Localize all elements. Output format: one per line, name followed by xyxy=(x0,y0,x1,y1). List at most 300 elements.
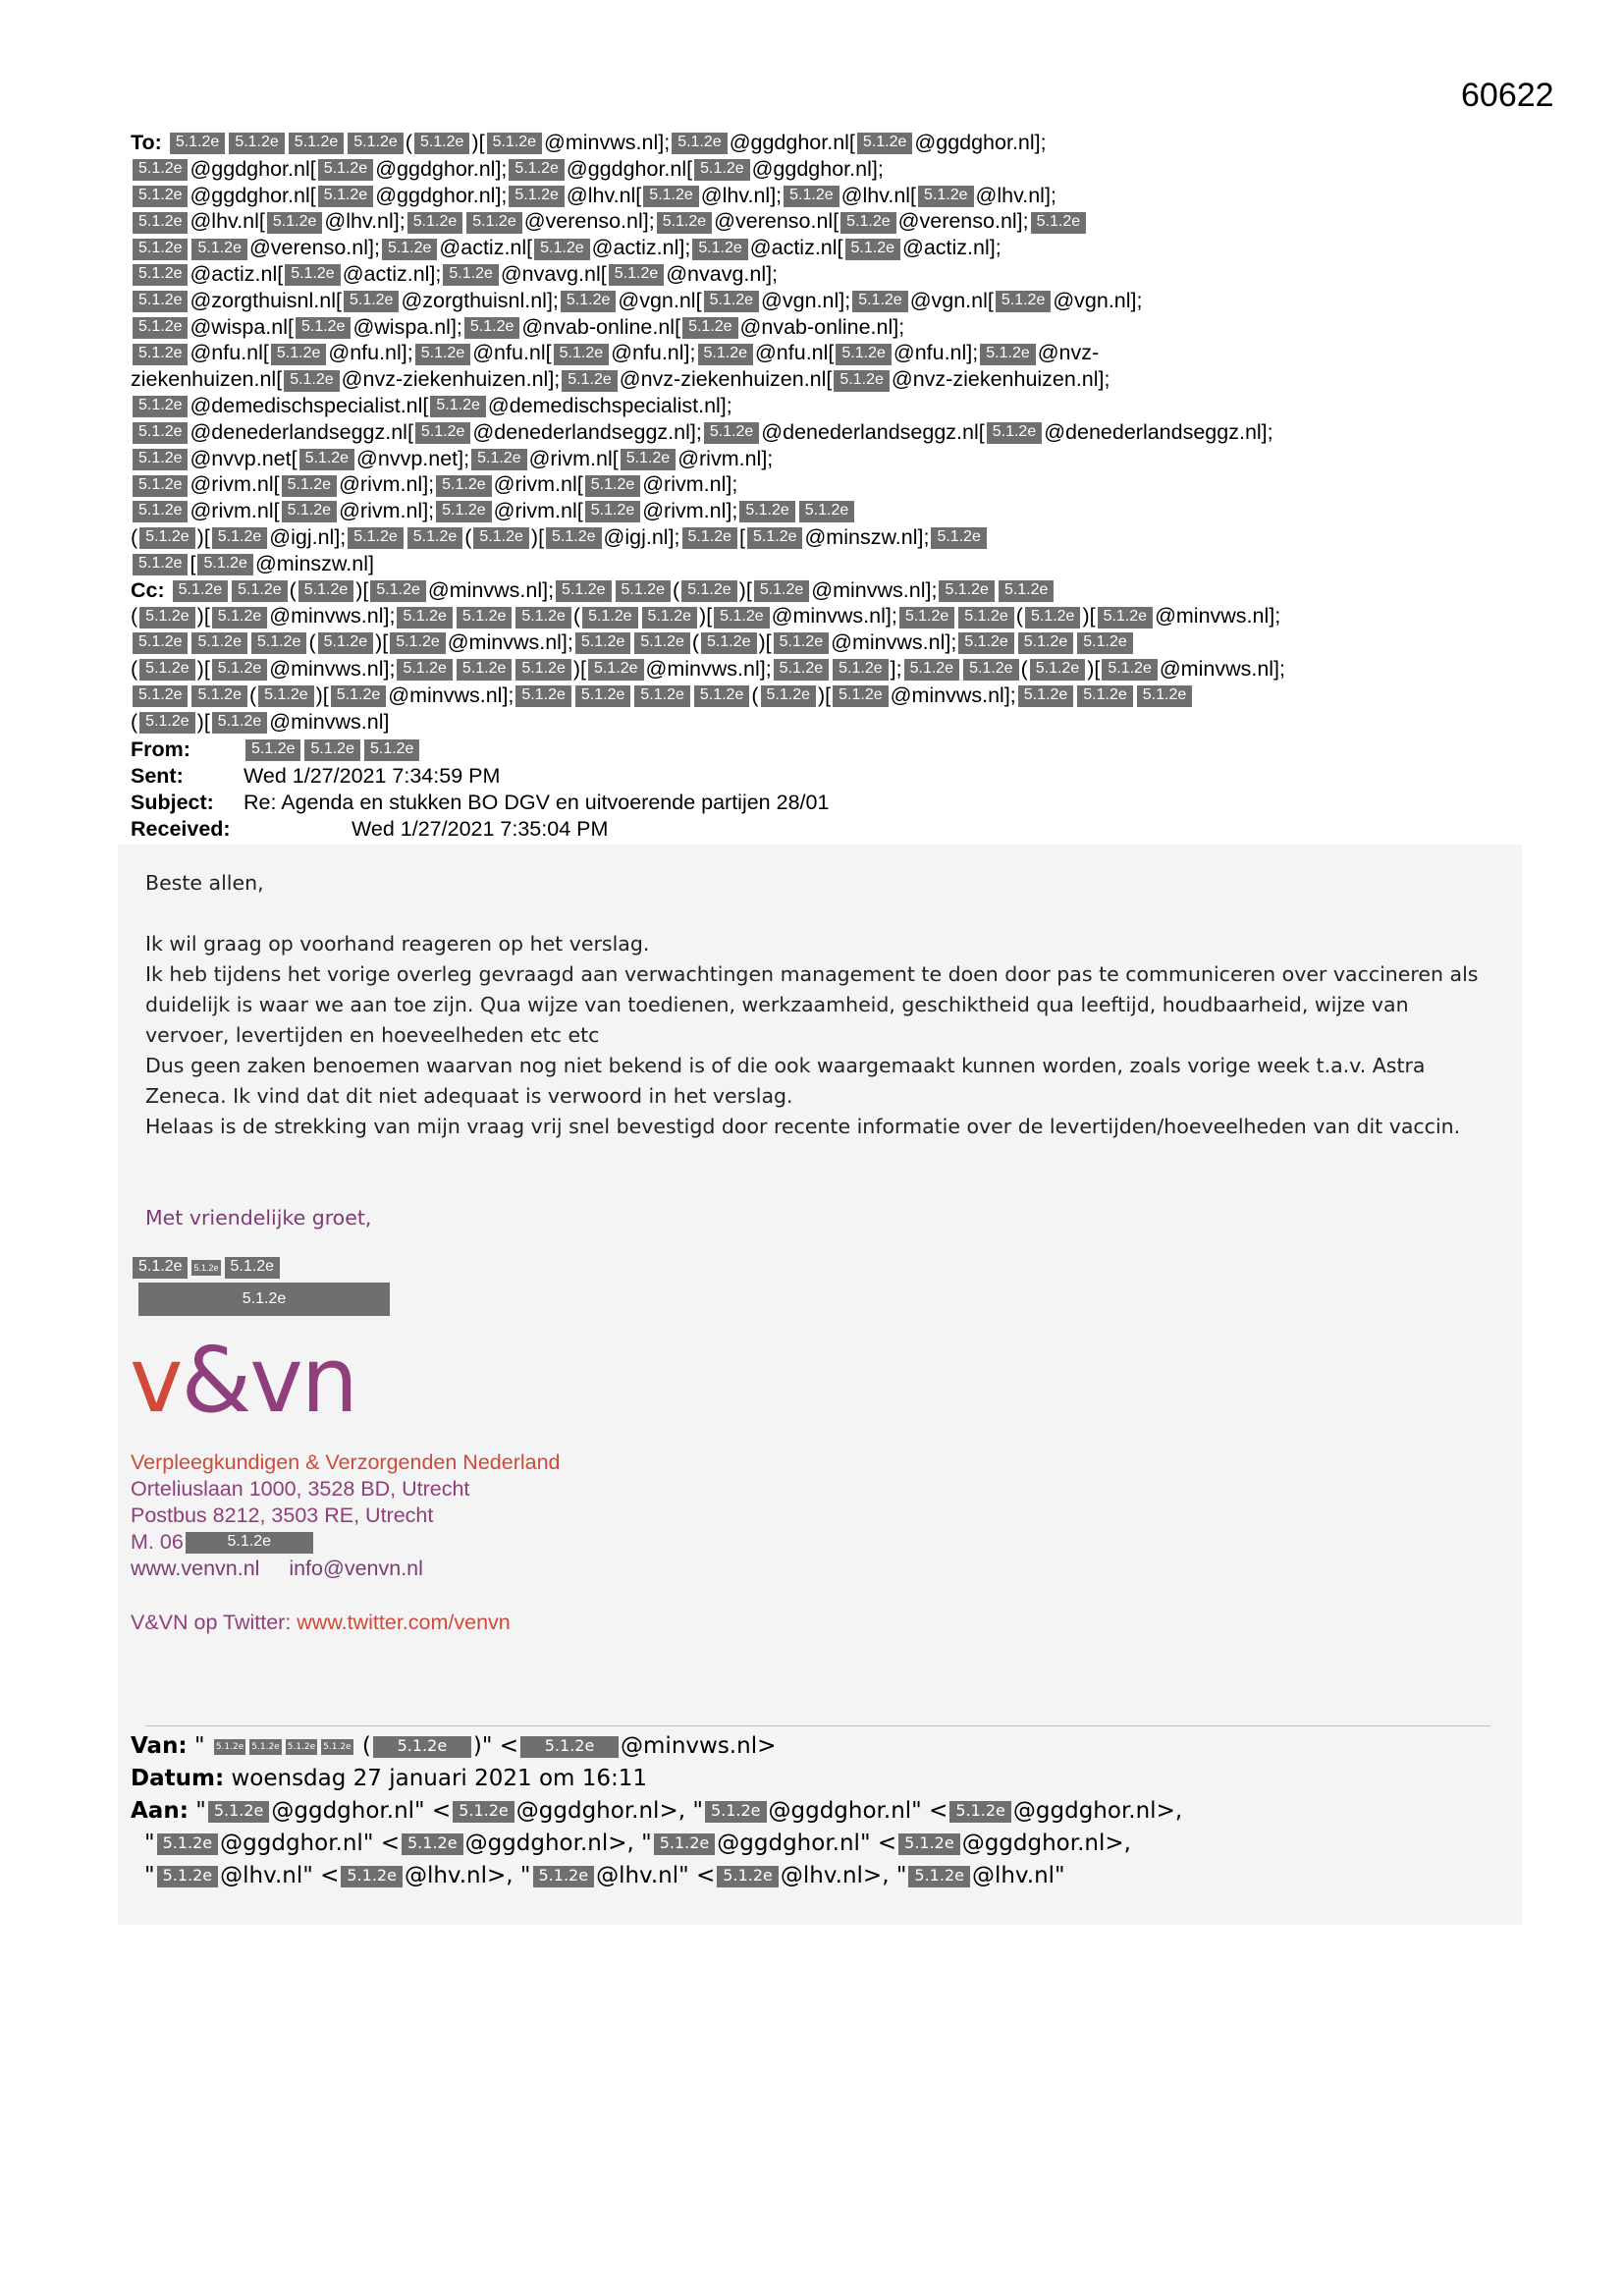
address-text: @rivm.nl[ xyxy=(493,472,583,497)
address-text: @actiz.nl[ xyxy=(749,236,843,260)
address-text: ( xyxy=(131,524,138,549)
address-text: )[ xyxy=(196,709,210,734)
address-text: @actiz.nl[ xyxy=(439,236,533,260)
datum-value: woensdag 27 januari 2021 om 16:11 xyxy=(231,1766,648,1791)
redaction: 5.1.2e xyxy=(299,449,354,470)
redaction: 5.1.2e xyxy=(373,1736,471,1758)
redaction: 5.1.2e xyxy=(554,344,609,365)
address-text: @minvws.nl]; xyxy=(388,683,514,707)
address-text: )[ xyxy=(315,683,329,707)
twitter-label: V&VN op Twitter: xyxy=(131,1611,298,1634)
redaction: 5.1.2e xyxy=(705,1801,767,1823)
redaction: 5.1.2e xyxy=(436,501,491,522)
address-text: @vgn.nl]; xyxy=(761,288,851,312)
redaction: 5.1.2e xyxy=(1077,685,1132,707)
address-text: @igj.nl]; xyxy=(603,524,680,549)
address-line xyxy=(131,288,1505,314)
redaction: 5.1.2e xyxy=(834,370,889,392)
redaction: 5.1.2e xyxy=(191,1260,220,1276)
redaction: 5.1.2e xyxy=(397,607,452,629)
redaction: 5.1.2e xyxy=(575,685,630,707)
address-text: @verenso.nl[ xyxy=(714,209,839,234)
redaction: 5.1.2e xyxy=(298,580,353,602)
sent-value: Wed 1/27/2021 7:34:59 PM xyxy=(244,764,501,788)
address-text: @ggdghor.nl[ xyxy=(189,183,316,207)
address-text: @verenso.nl]; xyxy=(523,209,655,234)
redaction: 5.1.2e xyxy=(402,1833,463,1855)
redaction: 5.1.2e xyxy=(415,344,470,365)
address-text: @lhv.nl]; xyxy=(700,183,783,207)
email-link[interactable]: info@venvn.nl xyxy=(289,1557,423,1580)
redaction: 5.1.2e xyxy=(397,659,452,681)
divider xyxy=(145,1725,1490,1726)
redaction: 5.1.2e xyxy=(845,239,900,260)
address-text: ( xyxy=(1015,604,1023,629)
redaction: 5.1.2e xyxy=(133,1257,188,1279)
redaction: 5.1.2e xyxy=(407,212,462,234)
address-text: @demedischspecialist.nl[ xyxy=(189,393,429,417)
address-text: @rivm.nl]; xyxy=(642,472,738,497)
mobile-line xyxy=(131,1529,561,1556)
address-text: @nfu.nl]; xyxy=(328,341,413,365)
received-row xyxy=(131,816,829,843)
redaction: 5.1.2e xyxy=(212,712,267,734)
address-text: @nvz-ziekenhuizen.nl]; xyxy=(891,367,1110,392)
to-block xyxy=(131,130,1505,577)
redaction: 5.1.2e xyxy=(515,607,570,629)
address-text: @ggdghor.nl]; xyxy=(375,183,508,207)
redaction: 5.1.2e xyxy=(898,1833,960,1855)
redaction: 5.1.2e xyxy=(139,712,194,734)
redaction: 5.1.2e xyxy=(904,659,959,681)
address-text: @lhv.nl]; xyxy=(324,209,406,234)
received-label: Received: xyxy=(131,817,231,841)
address-line-1: Orteliuslaan 1000, 3528 BD, Utrecht xyxy=(131,1477,470,1501)
redaction: 5.1.2e xyxy=(1102,659,1157,681)
address-text: ( xyxy=(131,604,138,629)
redaction: 5.1.2e xyxy=(251,632,306,654)
address-text: @minvws.nl]; xyxy=(1159,656,1285,681)
address-text: ( xyxy=(572,604,581,629)
address-text: @nvab-online.nl]; xyxy=(739,314,905,339)
address-text: @lhv.nl]; xyxy=(975,183,1056,207)
aan-label: Aan: xyxy=(131,1798,189,1824)
address-text: @nvz-ziekenhuizen.nl]; xyxy=(341,367,561,392)
redaction: 5.1.2e xyxy=(466,212,521,234)
redaction: 5.1.2e xyxy=(289,133,344,154)
message-lines xyxy=(145,929,1510,1142)
address-text: " xyxy=(144,1863,155,1888)
address-text: @ggdghor.nl" < xyxy=(271,1798,452,1824)
redaction: 5.1.2e xyxy=(341,1866,403,1887)
address-text: )[ xyxy=(196,656,210,681)
salutation: Beste allen, xyxy=(145,871,264,895)
message-line: Dus geen zaken benoemen waarvan nog niet bekend is of die ook waargemaakt kunnen worden, zoals vorige week t.a.v. Astra xyxy=(145,1054,1426,1077)
redaction: 5.1.2e xyxy=(157,1866,219,1887)
address-text: )[ xyxy=(1082,604,1096,629)
address-text: [ xyxy=(189,551,196,575)
venvn-logo xyxy=(130,1328,356,1433)
document-number: 60622 xyxy=(1461,77,1554,114)
redaction: 5.1.2e xyxy=(414,133,469,154)
redaction: 5.1.2e xyxy=(133,396,188,417)
address-line xyxy=(131,629,1505,656)
redaction: 5.1.2e xyxy=(642,607,697,629)
address-text: @minvws.nl]; xyxy=(447,630,573,655)
address-text: @nfu.nl[ xyxy=(189,341,269,365)
address-text: @rivm.nl]; xyxy=(677,446,774,470)
redaction: 5.1.2e xyxy=(212,607,267,629)
message-line: duidelijk is waar we aan toe zijn. Qua wijze van toedienen, werkzaamheid, geschiktheid qua leeftijd, houdbaarheid, wijze van xyxy=(145,993,1409,1016)
address-text: @lhv.nl" < xyxy=(220,1863,340,1888)
cc-block xyxy=(131,577,1505,736)
datum-label: Datum: xyxy=(131,1766,225,1791)
address-line xyxy=(131,340,1505,366)
redaction: 5.1.2e xyxy=(931,527,986,549)
address-text: @rivm.nl]; xyxy=(339,499,435,523)
address-text: @wispa.nl[ xyxy=(189,314,294,339)
address-text: @minvws.nl]; xyxy=(811,577,938,602)
redaction: 5.1.2e xyxy=(515,685,570,707)
closing: Met vriendelijke groet, xyxy=(145,1206,372,1230)
twitter-link[interactable]: www.twitter.com/venvn xyxy=(297,1611,511,1634)
address-text: @minvws.nl]; xyxy=(427,577,555,602)
redaction: 5.1.2e xyxy=(473,527,528,549)
redaction: 5.1.2e xyxy=(515,659,570,681)
address-text: @denederlandseggz.nl]; xyxy=(472,419,702,444)
redaction: 5.1.2e xyxy=(546,527,601,549)
redaction: 5.1.2e xyxy=(701,632,756,654)
address-text: @minvws.nl]; xyxy=(890,683,1016,707)
address-text: @minvws.nl] xyxy=(269,709,390,734)
address-text: ( xyxy=(131,709,138,734)
message-line: vervoer, levertijden en hoeveelheden etc etc xyxy=(145,1023,600,1047)
redaction: 5.1.2e xyxy=(556,580,611,602)
redaction: 5.1.2e xyxy=(857,133,912,154)
address-line xyxy=(131,314,1505,341)
redaction: 5.1.2e xyxy=(582,607,637,629)
address-text: @ggdghor.nl[ xyxy=(189,156,316,181)
address-text: @minszw.nl] xyxy=(254,551,374,575)
address-text: ( xyxy=(673,577,680,602)
redaction: 5.1.2e xyxy=(225,1257,280,1279)
address-text: @nfu.nl]; xyxy=(893,341,979,365)
redaction: 5.1.2e xyxy=(208,1801,270,1823)
address-text: @verenso.nl]; xyxy=(897,209,1029,234)
logo-vn: vn xyxy=(249,1328,356,1433)
message-line: Helaas is de strekking van mijn vraag vrij snel bevestigd door recente informatie over de levertijden/hoeveelheden van dit vaccin. xyxy=(145,1115,1461,1138)
redaction: 5.1.2e xyxy=(609,264,664,286)
redaction: 5.1.2e xyxy=(562,370,617,392)
address-text: @verenso.nl]; xyxy=(248,236,380,260)
redaction: 5.1.2e xyxy=(318,159,373,181)
redaction: 5.1.2e xyxy=(799,501,854,522)
cc-label: Cc: xyxy=(131,577,165,602)
redaction: 5.1.2e xyxy=(694,685,749,707)
redaction: 5.1.2e xyxy=(1098,607,1153,629)
redaction: 5.1.2e xyxy=(852,291,907,312)
address-text: ]; xyxy=(890,656,902,681)
redaction: 5.1.2e xyxy=(364,739,419,761)
address-text: @ggdghor.nl]; xyxy=(914,131,1047,154)
address-text: @rivm.nl[ xyxy=(528,446,619,470)
signature-name-redacted xyxy=(131,1257,392,1316)
address-text: @ggdghor.nl]; xyxy=(751,156,884,181)
redaction: 5.1.2e xyxy=(249,1739,281,1755)
redaction: 5.1.2e xyxy=(133,422,188,444)
redaction: 5.1.2e xyxy=(654,1833,716,1855)
to-lines xyxy=(131,131,1505,577)
redaction: 5.1.2e xyxy=(588,659,643,681)
address-line xyxy=(131,366,1505,393)
redaction: 5.1.2e xyxy=(139,607,194,629)
redaction: 5.1.2e xyxy=(296,317,351,339)
redaction: 5.1.2e xyxy=(430,396,485,417)
redaction: 5.1.2e xyxy=(191,632,246,654)
cc-lines xyxy=(131,578,1505,736)
address-text: @rivm.nl]; xyxy=(339,472,435,497)
redaction: 5.1.2e xyxy=(1031,212,1086,234)
address-line xyxy=(131,603,1505,629)
address-text: @ggdghor.nl" < xyxy=(768,1798,948,1824)
redaction: 5.1.2e xyxy=(908,1866,970,1887)
redaction: 5.1.2e xyxy=(186,1532,313,1554)
address-text: @lhv.nl[ xyxy=(189,209,265,234)
redaction: 5.1.2e xyxy=(714,607,769,629)
redaction: 5.1.2e xyxy=(133,317,188,339)
redaction: 5.1.2e xyxy=(698,344,753,365)
sent-label: Sent: xyxy=(131,764,184,788)
address-line-2: Postbus 8212, 3503 RE, Utrecht xyxy=(131,1503,434,1527)
redaction: 5.1.2e xyxy=(133,475,188,497)
redaction: 5.1.2e xyxy=(173,580,228,602)
redaction: 5.1.2e xyxy=(833,685,888,707)
address-text: @ggdghor.nl[ xyxy=(566,156,693,181)
redaction: 5.1.2e xyxy=(561,291,616,312)
redaction: 5.1.2e xyxy=(133,186,188,207)
redaction: 5.1.2e xyxy=(457,659,512,681)
subject-label: Subject: xyxy=(131,791,214,814)
message-meta xyxy=(131,737,829,843)
redaction: 5.1.2e xyxy=(457,607,512,629)
redaction: 5.1.2e xyxy=(191,239,246,260)
redaction: 5.1.2e xyxy=(704,291,759,312)
address-text: @ggdghor.nl>, " xyxy=(464,1831,652,1856)
forwarded-header xyxy=(131,1730,1525,1892)
aan-line-2 xyxy=(131,1828,1525,1860)
address-text: @lhv.nl[ xyxy=(840,183,917,207)
redaction: 5.1.2e xyxy=(739,501,794,522)
address-text: @lhv.nl>, " xyxy=(780,1863,907,1888)
address-text: )[ xyxy=(738,577,752,602)
address-text: ziekenhuizen.nl[ xyxy=(131,367,283,392)
address-text: )[ xyxy=(375,630,389,655)
redaction: 5.1.2e xyxy=(197,554,252,575)
address-text: @nfu.nl[ xyxy=(754,341,835,365)
redaction: 5.1.2e xyxy=(657,212,712,234)
datum-row xyxy=(131,1763,1525,1795)
address-text: @rivm.nl]; xyxy=(642,499,738,523)
redaction: 5.1.2e xyxy=(533,1866,595,1887)
redaction: 5.1.2e xyxy=(321,1739,352,1755)
redaction: 5.1.2e xyxy=(996,291,1051,312)
redaction: 5.1.2e xyxy=(139,659,194,681)
address-text: ( xyxy=(248,683,257,707)
redaction: 5.1.2e xyxy=(1030,659,1085,681)
redaction: 5.1.2e xyxy=(471,449,526,470)
message-line: Ik wil graag op voorhand reageren op het verslag. xyxy=(145,932,650,956)
redaction: 5.1.2e xyxy=(1018,632,1073,654)
address-text: @rivm.nl[ xyxy=(189,472,280,497)
redaction: 5.1.2e xyxy=(285,264,340,286)
address-line xyxy=(131,183,1505,209)
redaction: 5.1.2e xyxy=(436,475,491,497)
redaction: 5.1.2e xyxy=(774,632,829,654)
redaction: 5.1.2e xyxy=(348,527,403,549)
redaction: 5.1.2e xyxy=(747,527,802,549)
address-text: @nvz-ziekenhuizen.nl[ xyxy=(619,367,833,392)
address-line xyxy=(131,709,1505,736)
address-line xyxy=(131,524,1505,551)
address-text: @nfu.nl[ xyxy=(472,341,552,365)
redaction: 5.1.2e xyxy=(370,580,425,602)
address-text: @nvab-online.nl[ xyxy=(521,314,681,339)
address-text: @minvws.nl]; xyxy=(544,131,671,154)
redaction: 5.1.2e xyxy=(682,317,737,339)
redaction: 5.1.2e xyxy=(344,291,399,312)
address-line xyxy=(131,446,1505,472)
address-text: @lhv.nl" xyxy=(971,1863,1065,1888)
address-text: )[ xyxy=(196,604,210,629)
address-line xyxy=(131,261,1505,288)
address-text: @ggdghor.nl[ xyxy=(729,131,855,154)
redaction: 5.1.2e xyxy=(585,475,640,497)
redaction: 5.1.2e xyxy=(987,422,1042,444)
from-label: From: xyxy=(131,738,190,761)
address-line xyxy=(131,156,1505,183)
address-text: @nfu.nl]; xyxy=(611,341,696,365)
redaction: 5.1.2e xyxy=(1077,632,1132,654)
address-line xyxy=(131,551,1505,577)
address-text: )[ xyxy=(699,604,713,629)
address-line xyxy=(131,498,1505,524)
redaction: 5.1.2e xyxy=(509,159,564,181)
from-value xyxy=(244,737,421,763)
redaction: 5.1.2e xyxy=(634,632,689,654)
address-line xyxy=(168,131,1047,154)
redaction: 5.1.2e xyxy=(232,580,287,602)
address-text: )[ xyxy=(530,524,545,549)
address-text: @nvvp.net[ xyxy=(189,446,298,470)
address-line xyxy=(131,683,1505,709)
address-text: @minvws.nl]; xyxy=(269,656,396,681)
address-text: @demedischspecialist.nl]; xyxy=(487,393,732,417)
org-name: Verpleegkundigen & Verzorgenden Nederland xyxy=(131,1450,561,1474)
website-link[interactable]: www.venvn.nl xyxy=(131,1557,260,1580)
redaction: 5.1.2e xyxy=(348,133,403,154)
redaction: 5.1.2e xyxy=(133,159,188,181)
received-value: Wed 1/27/2021 7:35:04 PM xyxy=(352,817,609,841)
redaction: 5.1.2e xyxy=(616,580,671,602)
redaction: 5.1.2e xyxy=(761,685,816,707)
address-text: @nvavg.nl[ xyxy=(500,261,607,286)
redaction: 5.1.2e xyxy=(133,449,188,470)
address-text: " xyxy=(195,1798,206,1824)
address-text: @zorgthuisnl.nl[ xyxy=(189,288,342,312)
redaction: 5.1.2e xyxy=(899,607,954,629)
logo-v: v xyxy=(130,1328,182,1433)
address-text: )[ xyxy=(196,524,210,549)
redaction: 5.1.2e xyxy=(754,580,809,602)
redaction: 5.1.2e xyxy=(692,239,747,260)
address-text: @vgn.nl]; xyxy=(1053,288,1143,312)
redaction: 5.1.2e xyxy=(520,1736,619,1758)
address-line xyxy=(131,471,1505,498)
redaction: 5.1.2e xyxy=(634,685,689,707)
address-text: @denederlandseggz.nl]; xyxy=(1044,419,1273,444)
redaction: 5.1.2e xyxy=(390,632,445,654)
redaction: 5.1.2e xyxy=(331,685,386,707)
redaction: 5.1.2e xyxy=(621,449,676,470)
redaction: 5.1.2e xyxy=(840,212,895,234)
address-line xyxy=(131,393,1505,419)
redaction: 5.1.2e xyxy=(267,212,322,234)
redaction: 5.1.2e xyxy=(271,344,326,365)
redaction: 5.1.2e xyxy=(133,501,188,522)
address-text: @denederlandseggz.nl[ xyxy=(761,419,985,444)
redaction: 5.1.2e xyxy=(958,632,1013,654)
address-text: @ggdghor.nl]; xyxy=(375,156,508,181)
signature-block xyxy=(131,1449,561,1582)
redaction: 5.1.2e xyxy=(212,527,267,549)
address-text: @actiz.nl]; xyxy=(591,236,691,260)
message-line: Zeneca. Ik vind dat dit niet adequaat is verwoord in het verslag. xyxy=(145,1084,793,1108)
address-text: @ggdghor.nl>, xyxy=(1012,1798,1183,1824)
redaction: 5.1.2e xyxy=(382,239,437,260)
address-text: @minvws.nl]; xyxy=(645,656,772,681)
redaction: 5.1.2e xyxy=(282,501,337,522)
redaction: 5.1.2e xyxy=(157,1833,219,1855)
address-text: @vgn.nl[ xyxy=(618,288,702,312)
address-line xyxy=(171,578,1056,602)
redaction: 5.1.2e xyxy=(958,607,1013,629)
redaction: 5.1.2e xyxy=(918,186,973,207)
address-text: @actiz.nl]; xyxy=(342,261,442,286)
redaction: 5.1.2e xyxy=(575,632,630,654)
redaction: 5.1.2e xyxy=(133,554,188,575)
links-line xyxy=(131,1556,561,1582)
redaction: 5.1.2e xyxy=(214,1739,245,1755)
address-text: @rivm.nl[ xyxy=(189,499,280,523)
redaction: 5.1.2e xyxy=(585,501,640,522)
van-tail: @minvws.nl> xyxy=(621,1733,777,1759)
address-text: ( xyxy=(464,524,472,549)
redaction: 5.1.2e xyxy=(704,422,759,444)
redaction: 5.1.2e xyxy=(407,527,462,549)
redaction: 5.1.2e xyxy=(509,186,564,207)
address-text: ( xyxy=(1020,656,1028,681)
address-text: [ xyxy=(739,524,745,549)
address-text: @vgn.nl[ xyxy=(909,288,994,312)
redaction: 5.1.2e xyxy=(133,264,188,286)
address-text: ( xyxy=(691,630,700,655)
redaction: 5.1.2e xyxy=(939,580,994,602)
address-text: @ggdghor.nl>, xyxy=(961,1831,1131,1856)
redaction: 5.1.2e xyxy=(133,212,188,234)
address-text: @actiz.nl[ xyxy=(189,261,284,286)
redaction: 5.1.2e xyxy=(980,344,1035,365)
address-text: @nvz- xyxy=(1037,341,1100,365)
